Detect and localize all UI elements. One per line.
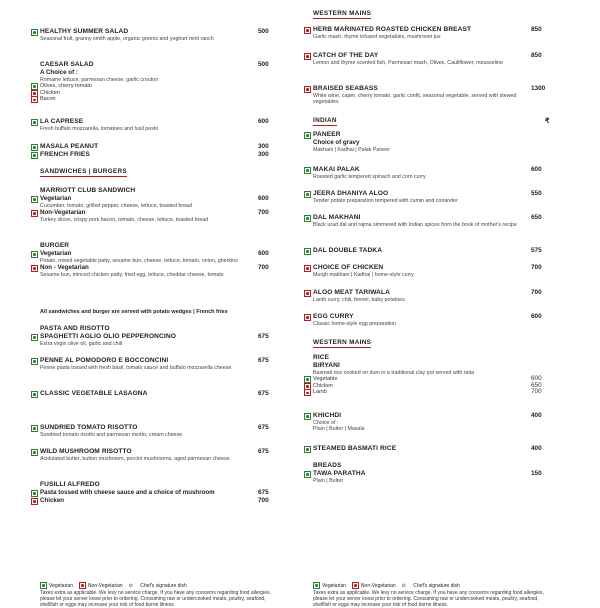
item-name: ALOO MEAT TARIWALA <box>313 289 541 297</box>
veg-icon <box>31 119 38 126</box>
serving-note: All sandwiches and burger are served with potato wedges | French fries <box>40 309 228 315</box>
menu-item-healthy-summer-salad <box>40 28 268 42</box>
item-description: Romaine lettuce, parmesan cheese, garlic crouton <box>40 77 159 83</box>
menu-item-herb-marinated-roasted-chicken-breast <box>313 26 541 40</box>
menu-item-makai-palak <box>313 166 541 180</box>
item-option-label: Vegetarian <box>40 195 268 203</box>
item-name: WILD MUSHROOM RISOTTO <box>40 448 268 456</box>
item-option-price: 600 <box>258 195 269 202</box>
section-heading-indian <box>313 117 337 126</box>
non-veg-icon <box>31 96 38 103</box>
menu-item-khichdi <box>313 412 541 433</box>
item-choice-price: 650 <box>531 381 542 389</box>
item-description: Murgh makhani | Kadhai | home-style curry <box>313 272 414 278</box>
item-name: PASTA AND RISOTTO <box>40 325 110 332</box>
item-choice: Chicken <box>40 90 268 97</box>
menu-item-fusilli-alfredo <box>40 481 268 505</box>
item-name: PANEER <box>313 131 541 139</box>
menu-item-burger <box>40 242 268 279</box>
section-underline <box>313 347 371 348</box>
menu-item-sundried-tomato-risotto <box>40 424 268 438</box>
item-name: BURGER <box>40 242 70 249</box>
item-choice: Chicken 650 <box>313 383 541 390</box>
item-name: EGG CURRY <box>313 313 541 321</box>
section-heading-text: WESTERN MAINS <box>313 339 372 346</box>
veg-icon <box>31 449 38 456</box>
item-option-price: 700 <box>258 497 269 504</box>
non-veg-icon <box>304 290 311 297</box>
item-price: 675 <box>258 390 269 397</box>
item-price: 500 <box>258 28 269 35</box>
section-underline <box>40 176 127 177</box>
item-option-label: Choice of gravy <box>313 139 360 146</box>
menu-item-braised-seabass <box>313 85 546 106</box>
item-price: 150 <box>531 470 542 477</box>
section-heading-western-mains <box>313 339 371 348</box>
item-name: MASALA PEANUT <box>40 143 268 151</box>
section-heading-sandwiches-burgers <box>40 168 127 177</box>
item-description: Black urad dal and rajma simmered with Indian spices from the book of mother's recipe <box>313 222 517 228</box>
item-option-price: 700 <box>258 264 269 272</box>
item-choice: Bacon <box>40 96 268 103</box>
item-name: STEAMED BASMATI RICE <box>313 445 541 453</box>
veg-icon <box>304 215 311 222</box>
menu-item-dal-double-tadka <box>313 247 541 255</box>
veg-icon <box>31 251 38 258</box>
legend-non-vegetarian: Non-Vegetarian <box>79 583 123 589</box>
veg-icon <box>304 471 311 478</box>
item-price: 675 <box>258 448 269 455</box>
menu-item-jeera-dhaniya-aloo <box>313 190 541 204</box>
chef-hat-icon: ⊙ <box>128 582 135 589</box>
item-description: Lemon and thyme scented fish, Parmesan mash, Olives, Cauliflower, mousseline <box>313 60 503 66</box>
item-description: Penne pasta tossed with fresh basil, tomato sauce and buffalo mozzarella cheese <box>40 365 232 371</box>
item-price: 650 <box>531 214 542 221</box>
item-name: HERB MARINATED ROASTED CHICKEN BREAST <box>313 26 541 34</box>
menu-item-dal-makhani <box>313 214 541 228</box>
item-option-price: 675 <box>258 489 269 496</box>
item-name: DAL MAKHANI <box>313 214 541 222</box>
legend-chef-signature: ⊙ Chef's signature dish <box>128 582 187 589</box>
item-price: 500 <box>258 61 269 68</box>
item-price: 600 <box>531 313 542 320</box>
legend <box>313 582 466 589</box>
item-price: 400 <box>531 445 542 452</box>
non-veg-icon <box>79 582 86 589</box>
item-price: 400 <box>531 412 542 419</box>
item-option-label: A Choice of : <box>40 69 78 76</box>
menu-item-catch-of-the-day <box>313 52 541 66</box>
veg-icon <box>304 132 311 139</box>
item-description: Basmati rice cooked on dum in a traditional clay pot served with raita <box>313 370 475 376</box>
item-name: SPAGHETTI AGLIO OLIO PEPPERONCINO <box>40 333 268 341</box>
item-name: BREADS <box>313 462 342 469</box>
item-description: Lamb curry, chili, fennel, baby potatoes <box>313 297 405 303</box>
item-price: 700 <box>531 289 542 296</box>
disclaimer-footer: Taxes extra as applicable. We levy no service charge. If you have any concerns regarding food allergies, please let your server know prior to ordering. Consuming raw or undercooked meats, poultry, seafood, shellfish or eggs may increase your risk of food borne illness. <box>313 590 544 608</box>
menu-item-aloo-meat-tariwala <box>313 289 541 303</box>
item-choice: Vegetable 600 <box>313 376 541 383</box>
item-price: 300 <box>258 143 269 150</box>
item-price: 575 <box>531 247 542 254</box>
non-veg-icon <box>304 53 311 60</box>
item-price: 700 <box>531 264 542 271</box>
menu-item-biryani <box>313 362 541 396</box>
item-price: 675 <box>258 424 269 431</box>
legend-chef-signature: ⊙ Chef's signature dish <box>401 582 460 589</box>
veg-icon <box>31 490 38 497</box>
menu-item-caesar-salad <box>40 61 268 103</box>
item-name: SUNDRIED TOMATO RISOTTO <box>40 424 268 432</box>
section-heading-western-mains <box>313 10 371 19</box>
non-veg-icon <box>31 210 38 217</box>
item-choice: Lamb 700 <box>313 389 541 396</box>
section-heading-text: SANDWICHES | BURGERS <box>40 168 127 175</box>
item-name: BIRYANI <box>313 362 340 369</box>
menu-item-penne-al-pomodoro-e-bocconcini <box>40 357 268 371</box>
veg-icon <box>304 191 311 198</box>
item-description: Roasted garlic tempered spinach and corn curry <box>313 174 426 180</box>
item-description: Plain | Butter <box>313 478 344 484</box>
section-heading-text: WESTERN MAINS <box>313 10 372 17</box>
veg-icon <box>31 196 38 203</box>
item-choice-price: 600 <box>531 375 542 383</box>
item-name: FUSILLI ALFREDO <box>40 481 100 488</box>
item-option-label: Chicken 700 <box>40 497 268 505</box>
non-veg-icon <box>304 86 311 93</box>
item-price: 850 <box>531 26 542 33</box>
veg-icon <box>40 582 47 589</box>
item-name: MAKAI PALAK <box>313 166 541 174</box>
item-description: Potato, mixed vegetable patty, sesame bun, cheese, lettuce, tomato, onion, gherkins <box>40 258 238 264</box>
item-price: 850 <box>531 52 542 59</box>
item-choice-price: 700 <box>531 388 542 396</box>
item-description: Sundried tomato risotto and parmesan risotto, cream cheese <box>40 432 183 438</box>
section-heading-text: INDIAN <box>313 117 337 124</box>
veg-icon <box>304 413 311 420</box>
item-name: CAESAR SALAD <box>40 61 94 68</box>
menu-item-steamed-basmati-rice <box>313 445 541 453</box>
section-underline <box>313 18 371 19</box>
item-price: 600 <box>531 166 542 173</box>
item-description: Tender potato preparation tempered with cumin and coriander <box>313 198 458 204</box>
veg-icon <box>31 152 38 159</box>
non-veg-icon <box>352 582 359 589</box>
section-underline <box>313 125 337 126</box>
item-name: CLASSIC VEGETABLE LASAGNA <box>40 390 268 398</box>
item-name: FRENCH FRIES <box>40 151 268 159</box>
veg-icon <box>31 334 38 341</box>
item-name: RICE <box>313 354 330 361</box>
item-name: LA CAPRESE <box>40 118 268 126</box>
item-name: CHOICE OF CHICKEN <box>313 264 541 272</box>
menu-item-la-caprese <box>40 118 268 132</box>
menu-item-marriott-club-sandwich <box>40 187 268 224</box>
item-option-label: Non - Vegetarian 700 <box>40 264 268 272</box>
item-name: PENNE AL POMODORO E BOCCONCINI <box>40 357 268 365</box>
veg-icon <box>31 29 38 36</box>
non-veg-icon <box>304 265 311 272</box>
item-name: HEALTHY SUMMER SALAD <box>40 28 268 36</box>
menu-item-classic-vegetable-lasagna <box>40 390 268 398</box>
item-name: BRAISED SEABASS <box>313 85 541 93</box>
legend <box>40 582 193 589</box>
item-description: Acidulated butter, button mushroom, porcini mushrooms, aged parmesan cheese <box>40 456 230 462</box>
menu-item-egg-curry <box>313 313 541 327</box>
item-description: Sesame bun, minced chicken patty, fried egg, lettuce, cheddar cheese, tomato <box>40 272 224 279</box>
menu-item-spaghetti-aglio-olio-pepperoncino <box>40 333 268 347</box>
item-description: Makhani | Kadhai | Palak Paneer <box>313 147 390 153</box>
item-option-label: Vegetarian <box>40 250 268 258</box>
item-description: Garlic mash, thyme infused vegetables, mushroom jus <box>313 34 441 40</box>
menu-item-french-fries <box>40 151 268 159</box>
menu-item-tawa-paratha <box>313 470 541 484</box>
veg-icon <box>304 446 311 453</box>
non-veg-icon <box>304 314 311 321</box>
item-option-label: Pasta tossed with cheese sauce and a choice of mushroom <box>40 489 268 497</box>
item-price: 600 <box>258 118 269 125</box>
menu-item-wild-mushroom-risotto <box>40 448 268 462</box>
veg-icon <box>304 167 311 174</box>
legend-non-vegetarian: Non-Vegetarian <box>352 583 396 589</box>
menu-item-masala-peanut <box>40 143 268 151</box>
legend-vegetarian: Vegetarian <box>40 583 73 589</box>
item-price: 675 <box>258 357 269 364</box>
legend-vegetarian: Vegetarian <box>313 583 346 589</box>
non-veg-icon <box>31 498 38 505</box>
item-name: TAWA PARATHA <box>313 470 541 478</box>
disclaimer-footer: Taxes extra as applicable. We levy no service charge. If you have any concerns regarding food allergies, please let your server know prior to ordering. Consuming raw or undercooked meats, poultry, seafood, shellfish or eggs may increase your risk of food borne illness. <box>40 590 271 608</box>
item-name: DAL DOUBLE TADKA <box>313 247 541 255</box>
item-name: MARRIOTT CLUB SANDWICH <box>40 187 136 194</box>
item-choice: Olives, cherry tomato <box>40 83 268 90</box>
item-price: 300 <box>258 151 269 158</box>
item-description: White wine, caper, cherry tomato, garlic confit, seasonal vegetable, served with stewed vegetables <box>313 93 517 106</box>
veg-icon <box>31 358 38 365</box>
menu-item-paneer <box>313 131 541 153</box>
menu-item-pasta-and-risotto <box>40 325 268 333</box>
menu-item-choice-of-chicken <box>313 264 541 278</box>
veg-icon <box>31 425 38 432</box>
item-option-price: 600 <box>258 250 269 257</box>
item-option-price: 700 <box>258 209 269 217</box>
item-description: Fresh buffalo mozzarella, tomatoes and fusil pesto <box>40 126 159 132</box>
item-description: Cucumber, tomato, grilled pepper, cheese, lettuce, toasted bread <box>40 203 192 209</box>
item-price: 550 <box>531 190 542 197</box>
left-column <box>40 0 310 608</box>
rupee-symbol: ₹ <box>545 118 550 125</box>
item-description: Extra virgin olive oil, garlic and chili <box>40 341 123 347</box>
item-price: 675 <box>258 333 269 340</box>
menu-item-rice <box>313 354 541 362</box>
item-description: Turkey slices, crispy pork bacon, tomato, cheese, lettuce, toasted bread <box>40 217 209 224</box>
veg-icon <box>31 144 38 151</box>
item-description: Choice of : <box>313 420 339 426</box>
item-name: KHICHDI <box>313 412 541 420</box>
chef-hat-icon: ⊙ <box>401 582 408 589</box>
menu-item-breads <box>313 462 541 470</box>
item-price: 1300 <box>531 85 546 92</box>
item-description: Classic home-style egg preparation <box>313 321 397 327</box>
item-name: JEERA DHANIYA ALOO <box>313 190 541 198</box>
non-veg-icon <box>31 265 38 272</box>
non-veg-icon <box>304 389 311 396</box>
item-option-label: Non-Vegetarian 700 <box>40 209 268 217</box>
item-description: Plain | Butter | Masala <box>313 426 365 433</box>
right-column <box>313 0 583 608</box>
veg-icon <box>304 248 311 255</box>
item-name: CATCH OF THE DAY <box>313 52 541 60</box>
item-description: Seasonal fruit, granny smith apple, organic greens and yoghurt mint ranch <box>40 36 214 42</box>
veg-icon <box>313 582 320 589</box>
veg-icon <box>31 391 38 398</box>
non-veg-icon <box>304 27 311 34</box>
